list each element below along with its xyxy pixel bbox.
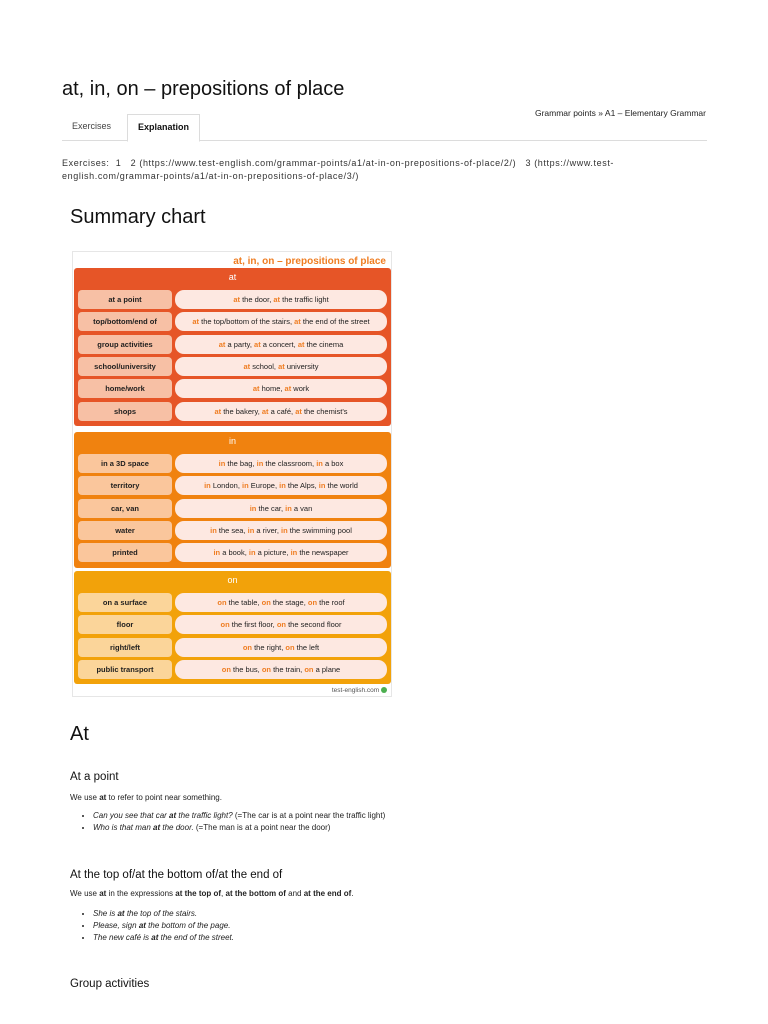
chart-example-segment: the stage, [270, 598, 308, 607]
chart-row-example [175, 312, 387, 331]
chart-example-segment: a plane [313, 664, 341, 674]
chart-row [78, 543, 387, 562]
chart-example-segment: in [279, 481, 286, 491]
text-segment: at [99, 793, 107, 802]
example-sentence [93, 932, 234, 944]
chart-row-example [175, 638, 387, 657]
example-segment: the top of the stairs. [124, 909, 198, 918]
chart-example-segment: at [278, 361, 285, 371]
chart-example-segment: in [247, 525, 255, 535]
text-segment: at the end of [303, 889, 352, 898]
text-segment: in the expressions [106, 889, 176, 898]
chart-example-segment: the train, [270, 664, 305, 674]
at-a-point-heading: At a point [70, 771, 119, 783]
chart-example-segment: at [192, 317, 200, 327]
chart-example-segment: in [249, 503, 257, 513]
chart-example-segment: the roof [317, 598, 345, 607]
chart-example-segment: the swimming pool [287, 525, 352, 535]
chart-row-label: at a point [78, 290, 172, 309]
chart-example-segment: in [285, 503, 292, 513]
text-segment: We use [70, 793, 100, 802]
at-a-point-examples [70, 810, 385, 834]
chart-section-at [74, 268, 391, 426]
chart-example-segment: at [261, 406, 269, 416]
chart-row-label: right/left [78, 638, 172, 657]
chart-row-label: school/university [78, 357, 172, 376]
chart-row-example [175, 357, 387, 376]
text-segment: , [221, 889, 226, 898]
chart-example-segment: in [242, 481, 249, 491]
chart-example-segment: the door, [240, 295, 274, 304]
chart-example-segment: on [276, 620, 286, 630]
at-heading: At [70, 723, 89, 745]
chart-example-segment: on [221, 664, 231, 674]
chart-example-segment: at [218, 339, 226, 349]
chart-example-segment: a café, [268, 406, 296, 416]
chart-example-segment: a concert, [260, 339, 298, 349]
example-segment: The new café is [93, 933, 152, 942]
chart-row-label: territory [78, 476, 172, 495]
chart-row [78, 615, 387, 634]
chart-example-segment: Europe, [248, 481, 280, 491]
example-segment: at [169, 811, 177, 820]
chart-example-segment: at [294, 317, 301, 327]
chart-example-segment: at [295, 406, 302, 416]
chart-example-segment: the cinema [304, 339, 344, 349]
chart-example-segment: on [261, 598, 271, 607]
example-segment: the door. [160, 823, 194, 832]
example-sentence [93, 822, 385, 834]
chart-example-segment: the bag, [225, 459, 257, 468]
chart-example-segment: on [285, 642, 295, 652]
chart-example-segment: the bus, [230, 664, 262, 674]
chart-example-segment: the first floor, [229, 620, 277, 630]
chart-example-segment: in [204, 481, 211, 491]
chart-row-label: group activities [78, 335, 172, 354]
chart-example-segment: on [242, 642, 253, 652]
chart-row [78, 357, 387, 376]
example-segment: Who is that man [93, 823, 154, 832]
chart-row-label: water [78, 521, 172, 540]
at-a-point-intro [70, 793, 222, 802]
text-segment: . [351, 889, 354, 898]
chart-row-label: in a 3D space [78, 454, 172, 473]
text-segment: to refer to point near something. [106, 793, 222, 802]
chart-row-example [175, 379, 387, 398]
example-segment: the traffic light? [176, 811, 233, 820]
chart-row [78, 476, 387, 495]
chart-example-segment: the bakery, [221, 406, 262, 416]
chart-example-segment: the car, [256, 503, 286, 513]
chart-example-segment: at [252, 384, 260, 394]
example-segment: at [151, 933, 159, 942]
example-sentence [93, 810, 385, 822]
chart-example-segment: a river, [254, 525, 281, 535]
exercise-link-2[interactable]: 2 (https://www.test-english.com/grammar-points/a1/at-in-on-prepositions-of-place/2/) [130, 158, 517, 168]
at-top-bottom-end-examples [70, 908, 234, 944]
example-segment: Can you see that car [93, 811, 170, 820]
exercise-link-3[interactable]: 3 (https://www.test-english.com/grammar-points/a1/at-in-on-prepositions-of-place/3/) [62, 158, 615, 181]
chart-example-segment: the world [325, 481, 358, 491]
exercise-link-1[interactable]: 1 [115, 158, 122, 168]
chart-example-segment: the right, [252, 642, 286, 652]
chart-row-example [175, 543, 387, 562]
chart-example-segment: in [210, 525, 217, 535]
example-segment: at [117, 909, 125, 918]
chart-example-segment: on [307, 598, 318, 607]
chart-row-label: car, van [78, 499, 172, 518]
chart-row [78, 312, 387, 331]
chart-row [78, 521, 387, 540]
chart-example-segment: in [248, 548, 256, 558]
chart-section-heading: in [228, 436, 236, 446]
chart-example-segment: the newspaper [297, 548, 349, 558]
text-segment: at the bottom of [225, 889, 286, 898]
exercise-links [62, 157, 662, 183]
tab-explanation[interactable]: Explanation [127, 114, 200, 142]
breadcrumb-separator: » [598, 108, 603, 118]
chart-example-segment: London, [210, 481, 243, 491]
chart-example-segment: university [284, 361, 319, 371]
text-segment: We use [70, 889, 100, 898]
chart-row-example [175, 335, 387, 354]
chart-row [78, 499, 387, 518]
chart-example-segment: on [220, 620, 230, 630]
chart-example-segment: the second floor [286, 620, 342, 630]
chart-example-segment: the classroom, [263, 459, 317, 468]
breadcrumb-a1-elementary[interactable]: A1 – Elementary Grammar [604, 108, 706, 118]
chart-row-example [175, 290, 387, 309]
chart-row-label: printed [78, 543, 172, 562]
at-top-bottom-end-intro [70, 889, 354, 898]
chart-example-segment: at [233, 295, 240, 304]
page-title: at, in, on – prepositions of place [62, 78, 345, 100]
chart-example-segment: the chemist's [301, 406, 348, 416]
chart-example-segment: the top/bottom of the stairs, [199, 317, 295, 327]
chart-row [78, 379, 387, 398]
chart-example-segment: a van [291, 503, 313, 513]
exercise-links-prefix: Exercises: [62, 158, 110, 168]
chart-section-heading: at [228, 272, 237, 282]
chart-row-example [175, 615, 387, 634]
chart-row [78, 454, 387, 473]
breadcrumb [535, 108, 706, 118]
chart-example-segment: a box [322, 459, 344, 468]
summary-heading: Summary chart [70, 206, 206, 228]
chart-example-segment: at [273, 295, 281, 304]
chart-example-segment: on [217, 598, 227, 607]
chart-section-heading: on [227, 575, 238, 585]
chart-example-segment: in [318, 481, 326, 491]
text-segment: and [285, 889, 304, 898]
example-segment: (=The car is at a point near the traffic light) [232, 811, 386, 820]
chart-example-segment: on [261, 664, 271, 674]
check-icon [381, 687, 387, 693]
summary-chart-image [72, 251, 392, 697]
tab-exercises[interactable]: Exercises [72, 121, 112, 131]
chart-row [78, 290, 387, 309]
chart-example-segment: a picture, [255, 548, 291, 558]
chart-row [78, 660, 387, 679]
chart-example-segment: the traffic light [280, 295, 329, 304]
chart-row [78, 638, 387, 657]
chart-row-example [175, 521, 387, 540]
chart-example-segment: at [214, 406, 222, 416]
chart-credit-text: test-english.com [331, 687, 380, 694]
example-sentence [93, 908, 234, 920]
chart-example-segment: on [304, 664, 314, 674]
chart-row [78, 402, 387, 421]
chart-example-segment: work [291, 384, 310, 394]
chart-row-label: shops [78, 402, 172, 421]
chart-example-segment: a party, [225, 339, 255, 349]
example-segment: the end of the street. [158, 933, 234, 942]
chart-example-segment: the sea, [216, 525, 248, 535]
example-segment: at [153, 823, 161, 832]
chart-section-in [74, 432, 391, 568]
chart-row [78, 335, 387, 354]
chart-example-segment: a book, [220, 548, 249, 558]
chart-example-segment: in [213, 548, 221, 558]
example-segment: She is [93, 909, 118, 918]
chart-row-label: top/bottom/end of [78, 312, 172, 331]
chart-example-segment: at [284, 384, 292, 394]
chart-example-segment: home, [259, 384, 285, 394]
chart-row-example [175, 454, 387, 473]
breadcrumb-grammar-points[interactable]: Grammar points [534, 108, 596, 118]
text-segment: at [99, 889, 107, 898]
example-segment: at [138, 921, 146, 930]
chart-row-example [175, 499, 387, 518]
chart-row-example [175, 476, 387, 495]
group-activities-heading: Group activities [70, 978, 150, 990]
chart-row-label: floor [78, 615, 172, 634]
chart-title: at, in, on – prepositions of place [233, 256, 386, 267]
chart-example-segment: in [281, 525, 288, 535]
chart-row-label: on a surface [78, 593, 172, 612]
chart-example-segment: at [297, 339, 305, 349]
example-segment: the bottom of the page. [145, 921, 231, 930]
chart-row-example [175, 402, 387, 421]
chart-example-segment: in [218, 459, 226, 468]
chart-row [78, 593, 387, 612]
chart-row-example [175, 660, 387, 679]
chart-example-segment: at [243, 361, 251, 371]
chart-example-segment: in [256, 459, 264, 468]
chart-credit [332, 687, 387, 694]
example-segment: Please, sign [93, 921, 139, 930]
chart-section-on [74, 571, 391, 684]
chart-example-segment: the left [294, 642, 320, 652]
chart-example-segment: the table, [226, 598, 262, 607]
example-sentence [93, 920, 234, 932]
chart-example-segment: the end of the street [300, 317, 370, 327]
chart-example-segment: school, [250, 361, 279, 371]
chart-example-segment: in [316, 459, 323, 468]
chart-example-segment: the Alps, [285, 481, 319, 491]
chart-row-example [175, 593, 387, 612]
tab-bar [62, 114, 707, 141]
chart-example-segment: in [290, 548, 298, 558]
at-top-bottom-end-heading: At the top of/at the bottom of/at the end of [70, 869, 283, 881]
chart-example-segment: at [254, 339, 261, 349]
example-segment: (=The man is at a point near the door) [193, 823, 331, 832]
text-segment: at the top of [175, 889, 222, 898]
chart-row-label: home/work [78, 379, 172, 398]
chart-row-label: public transport [78, 660, 172, 679]
